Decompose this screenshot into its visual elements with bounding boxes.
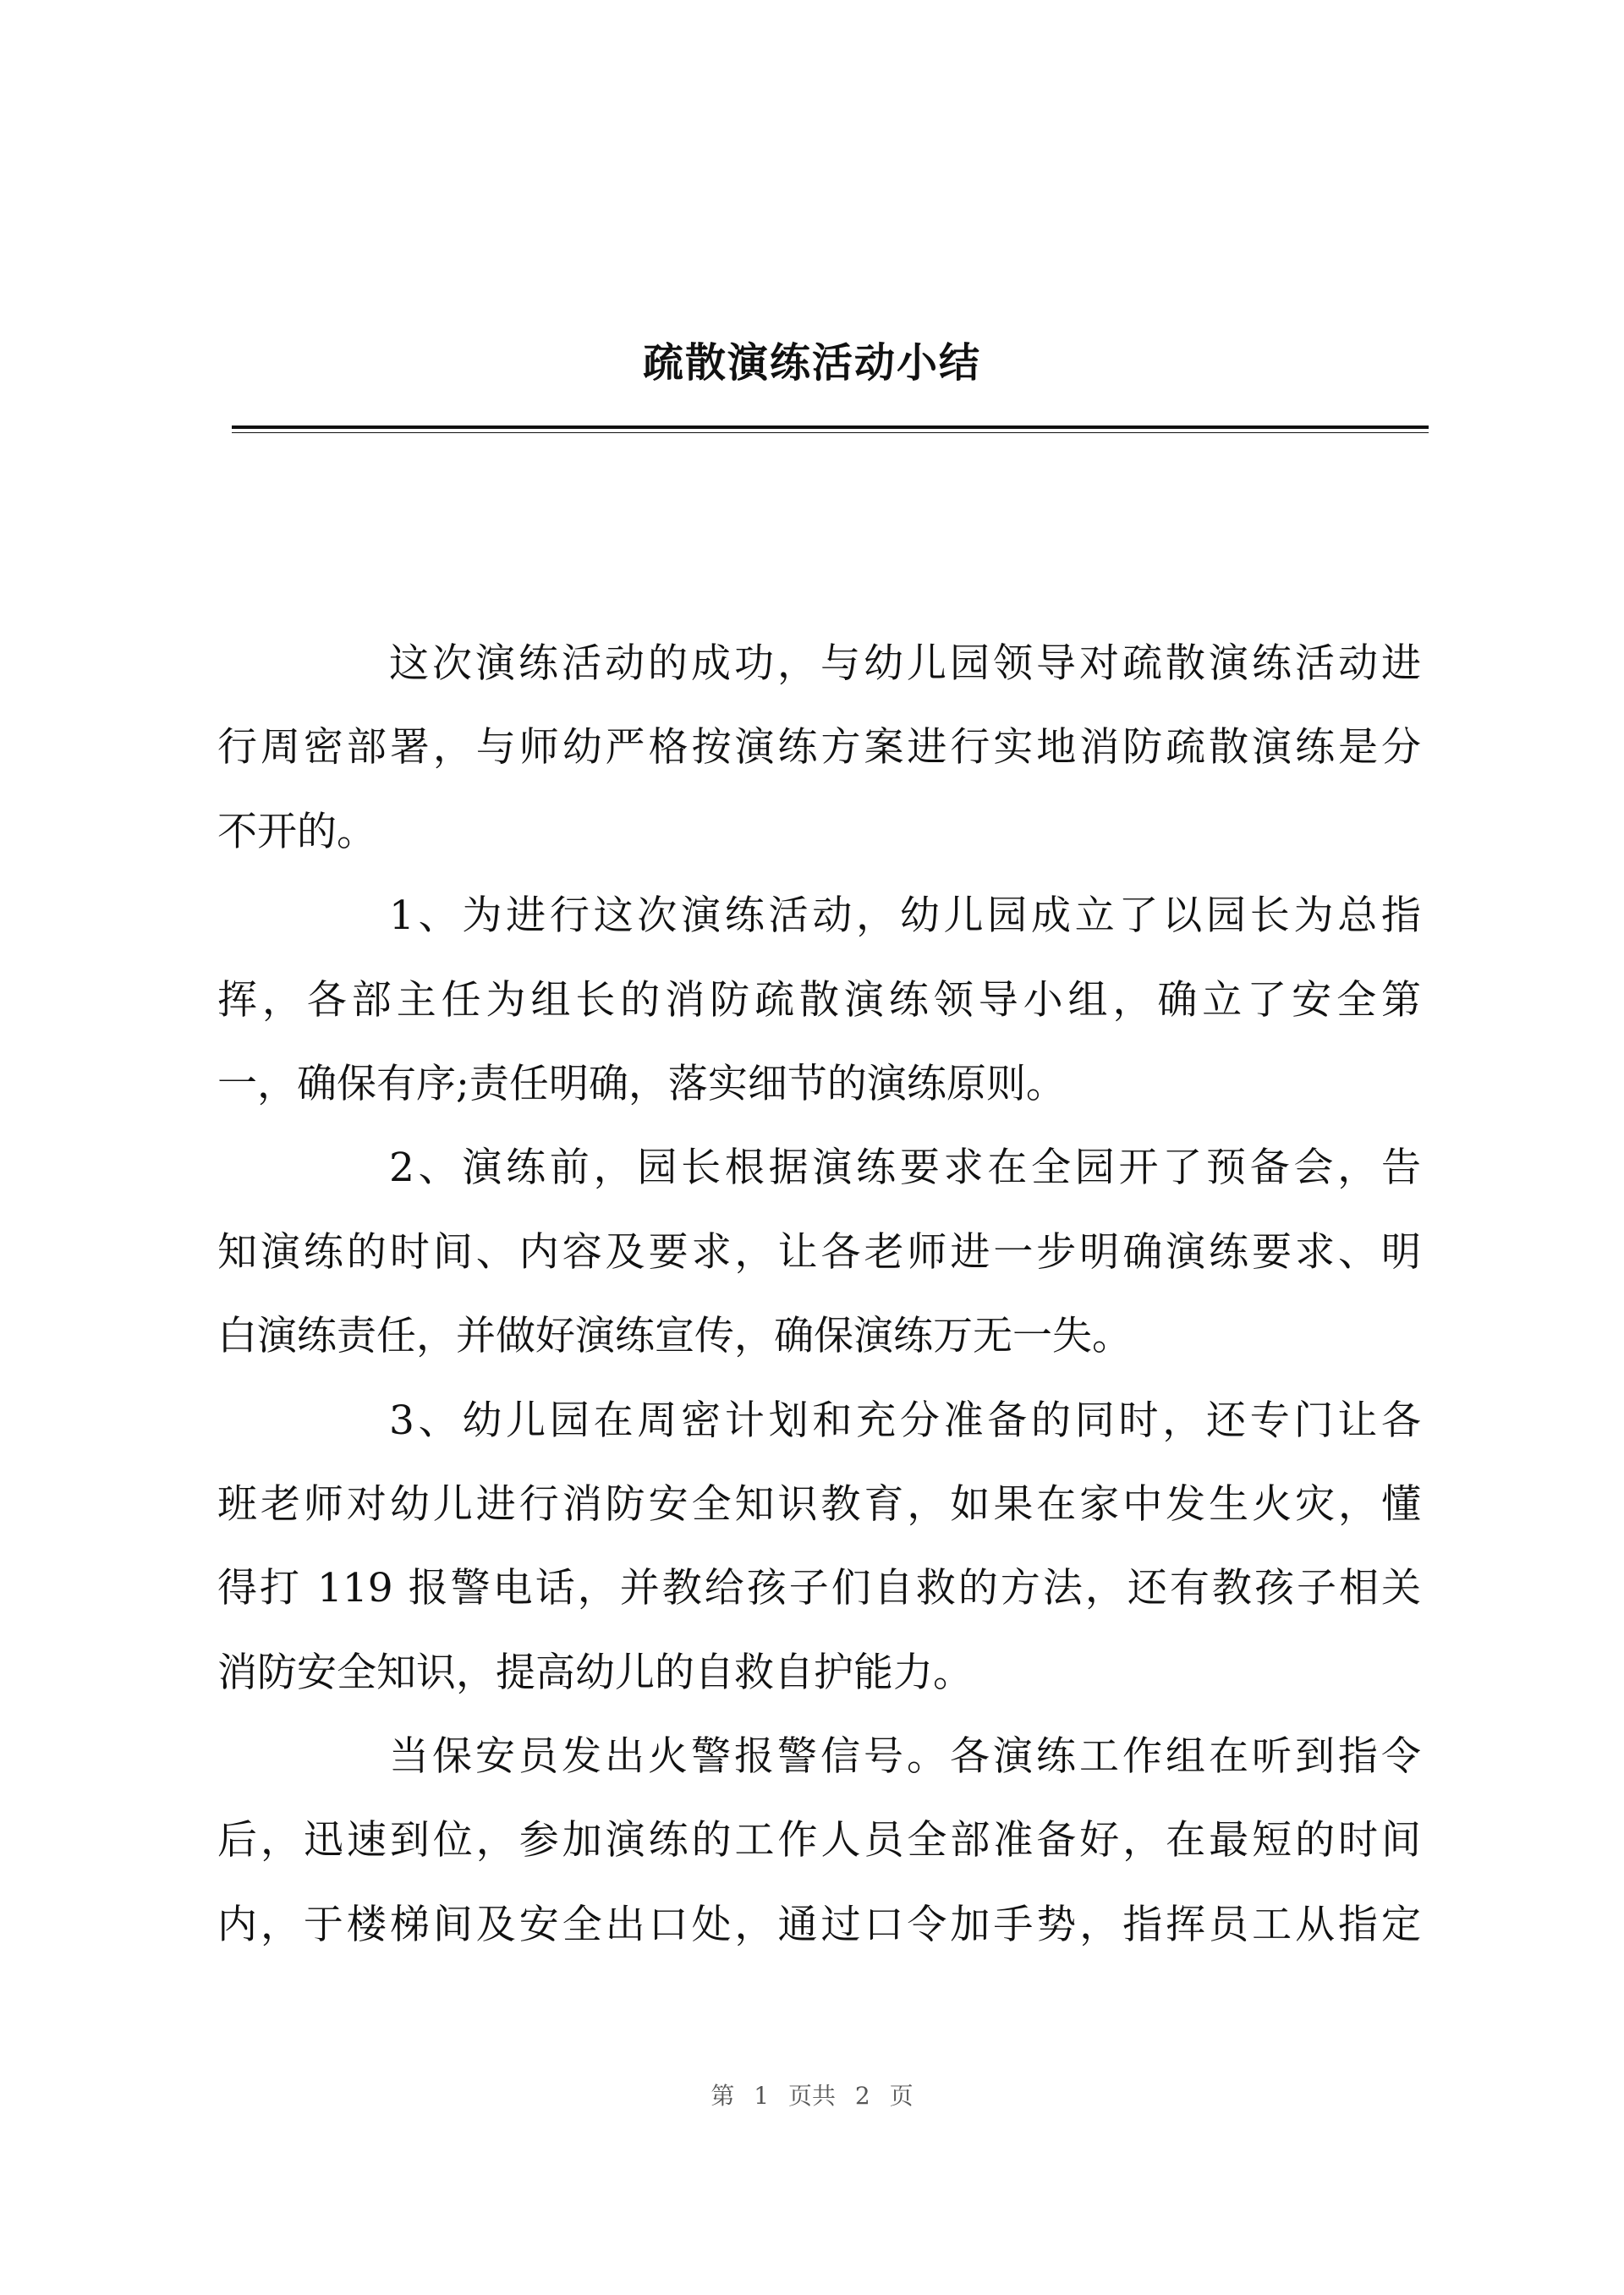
text-line: 班老师对幼儿进行消防安全知识教育，如果在家中发生火灾，懂 [217,1480,1421,1528]
text-line: 3、幼儿园在周密计划和充分准备的同时，还专门让各 [389,1397,1421,1444]
title-rule-thin [232,432,1429,433]
document-body [217,622,1421,1967]
text-line: 一，确保有序;责任明确，落实细节的演练原则。 [217,1060,1066,1107]
text-line: 知演练的时间、内容及要求，让各老师进一步明确演练要求、明 [217,1228,1421,1276]
text-line: 当保安员发出火警报警信号。各演练工作组在听到指令 [389,1733,1421,1781]
text-line: 白演练责任，并做好演练宣传，确保演练万无一失。 [217,1313,1132,1360]
text-line: 行周密部署，与师幼严格按演练方案进行实地消防疏散演练是分 [217,724,1421,771]
title-rule-thick [232,426,1429,429]
text-line: 消防安全知识，提高幼儿的自救自护能力。 [217,1649,973,1696]
text-line: 挥，各部主任为组长的消防疏散演练领导小组，确立了安全第 [217,976,1421,1024]
text-line: 1、为进行这次演练活动，幼儿园成立了以园长为总指 [389,892,1421,940]
text-line: 这次演练活动的成功，与幼儿园领导对疏散演练活动进 [389,640,1421,687]
text-line: 得打 119 报警电话，并教给孩子们自救的方法，还有教孩子相关 [217,1565,1421,1612]
document-title: 疏散演练活动小结 [642,339,981,387]
page-footer: 第 1 页共 2 页 [710,2082,914,2110]
text-line: 后，迅速到位，参加演练的工作人员全部准备好，在最短的时间 [217,1817,1421,1864]
text-line: 内，于楼梯间及安全出口处，通过口令加手势，指挥员工从指定 [217,1901,1421,1948]
text-line: 不开的。 [217,808,376,855]
text-line: 2、演练前，园长根据演练要求在全园开了预备会，告 [389,1145,1421,1192]
